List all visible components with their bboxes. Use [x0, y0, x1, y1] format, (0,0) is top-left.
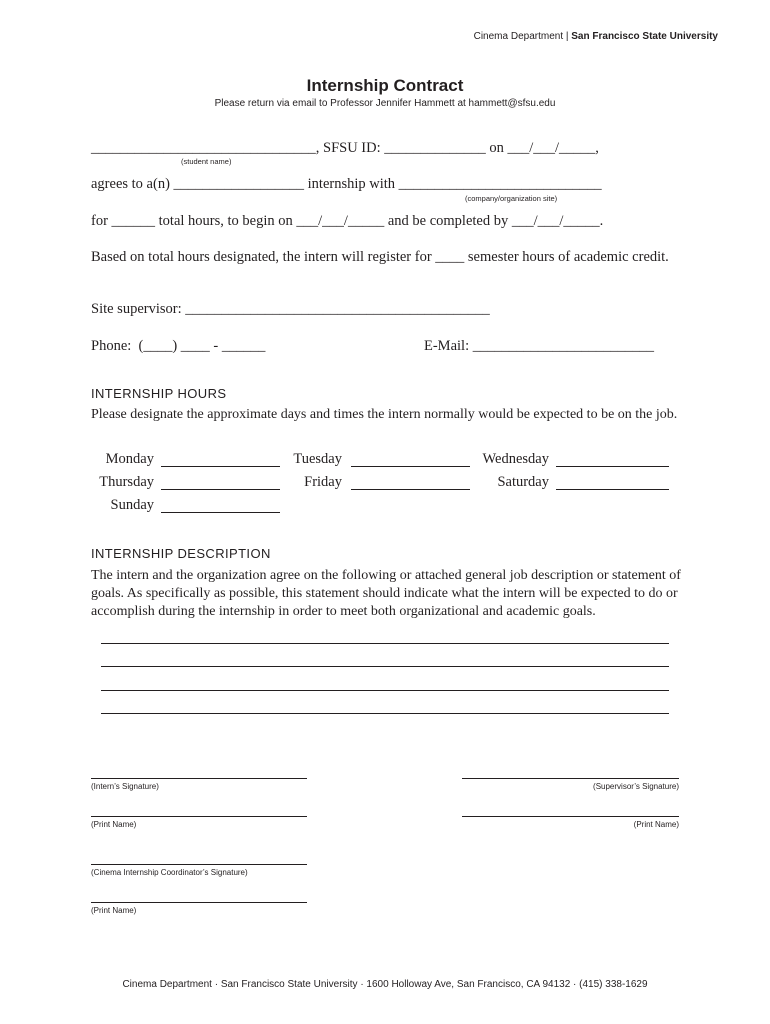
supervisor-print-name-line[interactable] — [462, 816, 679, 817]
supervisor-signature-line[interactable] — [462, 778, 679, 779]
day-label-saturday: Saturday — [497, 474, 549, 490]
header-department: Cinema Department — [473, 31, 564, 42]
day-label-friday: Friday — [304, 474, 342, 490]
phone-field[interactable]: Phone: (____) ____ - ______ — [91, 338, 266, 354]
sunday-time-field[interactable] — [161, 512, 280, 513]
supervisor-signature-label: (Supervisor’s Signature) — [593, 782, 679, 791]
page-title: Internship Contract — [306, 76, 464, 95]
hours-dates-line[interactable]: for ______ total hours, to begin on ___/___/_____ and be completed by ___/___/_____. — [91, 213, 604, 229]
day-label-thursday: Thursday — [99, 474, 154, 490]
saturday-time-field[interactable] — [556, 489, 669, 490]
description-line-1[interactable] — [101, 643, 669, 644]
intern-signature-label: (Intern’s Signature) — [91, 782, 159, 791]
hours-heading: INTERNSHIP HOURS — [91, 386, 227, 401]
monday-time-field[interactable] — [161, 466, 280, 467]
day-label-tuesday: Tuesday — [293, 451, 342, 467]
page-subtitle: Please return via email to Professor Jennifer Hammett at hammett@sfsu.edu — [214, 98, 556, 109]
intern-print-name-label: (Print Name) — [91, 820, 137, 829]
day-label-sunday: Sunday — [110, 497, 154, 513]
description-paragraph: The intern and the organization agree on the following or attached general job description or statement of goals. As specifically as possible, this statement should indicate what the intern will be expected to do or accomplish during the internship in order to meet both organizational and academic goals. — [91, 568, 681, 619]
page-header — [474, 31, 718, 42]
email-field[interactable]: E-Mail: _________________________ — [424, 338, 654, 354]
friday-time-field[interactable] — [351, 489, 470, 490]
header-university: San Francisco State University — [571, 31, 718, 42]
coordinator-print-name-label: (Print Name) — [91, 906, 137, 915]
wednesday-time-field[interactable] — [556, 466, 669, 467]
description-line-3[interactable] — [101, 690, 669, 691]
intern-signature-line[interactable] — [91, 778, 307, 779]
internship-type-line[interactable]: agrees to a(n) __________________ internship with ____________________________ — [91, 176, 602, 192]
description-line-2[interactable] — [101, 666, 669, 667]
description-heading: INTERNSHIP DESCRIPTION — [91, 546, 271, 561]
site-supervisor-field[interactable]: Site supervisor: __________________________________________ — [91, 301, 490, 317]
student-name-hint: (student name) — [181, 157, 232, 166]
student-info-line[interactable]: _______________________________, SFSU ID: ______________ on ___/___/_____, — [91, 140, 599, 156]
description-line-4[interactable] — [101, 713, 669, 714]
thursday-time-field[interactable] — [161, 489, 280, 490]
supervisor-print-name-label: (Print Name) — [633, 820, 679, 829]
coordinator-print-name-line[interactable] — [91, 902, 307, 903]
intern-print-name-line[interactable] — [91, 816, 307, 817]
coordinator-signature-line[interactable] — [91, 864, 307, 865]
credit-line[interactable]: Based on total hours designated, the intern will register for ____ semester hours of academic credit. — [91, 249, 669, 265]
company-hint: (company/organization site) — [465, 194, 558, 203]
hours-instruction: Please designate the approximate days and times the intern normally would be expected to be on the job. — [91, 407, 678, 422]
page-footer: Cinema Department · San Francisco State University · 1600 Holloway Ave, San Francisco, CA 94132 · (415) 338-1629 — [122, 979, 648, 990]
tuesday-time-field[interactable] — [351, 466, 470, 467]
header-separator: | — [565, 31, 569, 42]
day-label-monday: Monday — [105, 451, 154, 467]
coordinator-signature-label: (Cinema Internship Coordinator’s Signature) — [91, 868, 248, 877]
day-label-wednesday: Wednesday — [482, 451, 549, 467]
